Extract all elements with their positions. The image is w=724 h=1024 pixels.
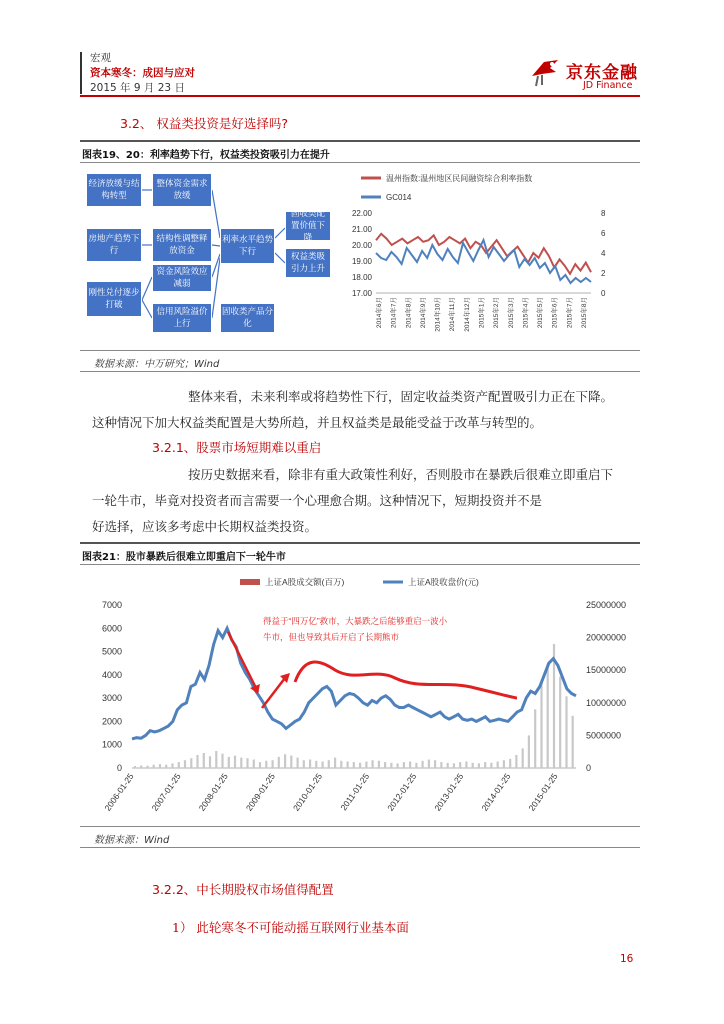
- x-tick-label: 2007-01-25: [149, 771, 183, 813]
- volume-bar: [447, 763, 449, 768]
- y-tick-label: 3000: [101, 693, 122, 704]
- paragraph-line: 按历史数据来看，除非有重大政策性利好，否则股市在暴跌后很难立即重启下: [188, 467, 614, 482]
- volume-bar: [272, 760, 274, 768]
- volume-bar: [165, 765, 167, 768]
- y2-tick-label: 4: [601, 249, 606, 258]
- flow-box: 整体资金需求放缓: [152, 173, 212, 207]
- volume-bar: [278, 757, 280, 768]
- flow-box: 固收类配置价值下降: [285, 211, 331, 241]
- x-tick-label: 2014年6月: [376, 297, 383, 329]
- figure-source: 数据来源：中万研究；Wind: [94, 359, 220, 370]
- stock-chart: [80, 570, 640, 824]
- y2-tick-label: 20000000: [586, 632, 627, 643]
- volume-bar: [303, 760, 305, 768]
- x-tick-label: 2014年12月: [463, 297, 471, 332]
- volume-bar: [353, 762, 355, 768]
- volume-bar: [340, 761, 342, 768]
- y-tick-label: 21.00: [351, 225, 372, 234]
- x-tick-label: 2015-01-25: [526, 771, 560, 813]
- flow-box: 权益类吸引力上升: [285, 248, 331, 278]
- y-tick-label: 5000: [101, 646, 122, 657]
- annotation-curve: [295, 662, 517, 698]
- volume-bar: [434, 760, 436, 768]
- y-tick-label: 4000: [101, 669, 122, 680]
- paragraph-line: 好选择，应该多考虑中长期权益类投资。: [92, 519, 318, 534]
- volume-bar: [309, 760, 311, 769]
- volume-bar: [322, 762, 324, 769]
- flow-box: 房地产趋势下行: [86, 228, 142, 262]
- rate-chart: [336, 166, 640, 346]
- volume-bar: [178, 762, 180, 768]
- x-tick-label: 2015年3月: [507, 297, 515, 329]
- volume-bar: [403, 762, 405, 768]
- volume-bar: [209, 756, 211, 768]
- volume-bar: [265, 761, 267, 768]
- volume-bar: [509, 759, 511, 768]
- paragraph-line: 整体来看，未来利率或将趋势性下行，固定收益类资产配置吸引力正在下降。: [188, 389, 614, 404]
- x-tick-label: 2013-01-25: [432, 771, 466, 813]
- figure-title: 图表21：股市暴跌后很难立即重启下一轮牛市: [82, 552, 286, 563]
- x-tick-label: 2015年1月: [478, 297, 486, 329]
- volume-bar: [484, 762, 486, 768]
- header-category: 宏观: [90, 52, 111, 64]
- x-tick-label: 2006-01-25: [102, 771, 136, 813]
- y2-tick-label: 2: [601, 269, 606, 278]
- y-tick-label: 0: [116, 763, 122, 773]
- volume-bar: [184, 760, 186, 768]
- y-tick-label: 18.00: [351, 273, 372, 282]
- volume-bar: [228, 757, 230, 768]
- volume-bar: [146, 766, 148, 768]
- legend-label: 上证A股成交额(百万): [265, 577, 345, 587]
- volume-bar: [140, 765, 142, 768]
- annotation-arrow: [228, 632, 258, 692]
- y-tick-label: 2000: [101, 716, 122, 727]
- volume-bar: [515, 755, 517, 768]
- volume-bar: [290, 756, 292, 768]
- y2-tick-label: 25000000: [586, 600, 627, 610]
- volume-bar: [440, 762, 442, 768]
- volume-bar: [328, 760, 330, 768]
- page-number: 16: [620, 953, 634, 965]
- flow-diagram: [80, 168, 332, 336]
- volume-bar: [153, 765, 155, 768]
- flow-box: 结构性调整释放资金: [152, 228, 212, 262]
- figure-bottom-rule: [80, 350, 640, 351]
- volume-bar: [522, 748, 524, 768]
- flow-box: 经济放缓与结构转型: [86, 173, 142, 207]
- volume-bar: [171, 763, 173, 768]
- y-tick-label: 20.00: [351, 241, 372, 250]
- logo-text-en: JD Finance: [583, 80, 633, 91]
- annotation-arrow: [262, 678, 285, 708]
- volume-bar: [565, 696, 567, 768]
- price-line: [132, 628, 576, 739]
- figure-source-rule: [80, 371, 640, 372]
- volume-bar: [334, 758, 336, 768]
- y-tick-label: 22.00: [351, 209, 372, 218]
- y-tick-label: 17.00: [351, 289, 372, 298]
- figure-source-rule: [80, 847, 640, 848]
- volume-bar: [297, 758, 299, 768]
- volume-bar: [528, 735, 530, 768]
- flow-box: 固收类产品分化: [220, 303, 275, 333]
- list-item: 1） 此轮寒冬不可能动摇互联网行业基本面: [172, 920, 409, 935]
- volume-bar: [134, 766, 136, 768]
- x-tick-label: 2014年9月: [419, 297, 427, 329]
- volume-bar: [159, 764, 161, 768]
- volume-bar: [503, 760, 505, 768]
- volume-bar: [422, 761, 424, 768]
- x-tick-label: 2010-01-25: [290, 771, 325, 813]
- volume-bar: [559, 677, 561, 768]
- y2-tick-label: 15000000: [586, 665, 627, 676]
- volume-bar: [315, 761, 317, 768]
- x-tick-label: 2009-01-25: [243, 771, 277, 813]
- paragraph-line: 这种情况下加大权益类配置是大势所趋，并且权益类是最能受益于改革与转型的。: [92, 415, 543, 430]
- header-title: 资本寒冬：成因与应对: [90, 67, 195, 79]
- legend-label: GC014: [386, 193, 412, 202]
- x-tick-label: 2015年6月: [551, 297, 559, 329]
- jd-logo-icon: [528, 54, 564, 88]
- volume-bar: [196, 755, 198, 768]
- y-tick-label: 19.00: [351, 257, 372, 266]
- x-tick-label: 2014-01-25: [479, 771, 513, 813]
- x-tick-label: 2015年5月: [537, 297, 545, 329]
- volume-bar: [203, 753, 205, 768]
- volume-bar: [347, 762, 349, 769]
- volume-bar: [459, 762, 461, 768]
- figure-source: 数据来源：Wind: [94, 835, 170, 846]
- logo-text: 京东金融: [566, 63, 638, 83]
- paragraph: [92, 384, 640, 436]
- section-heading: 3.2.1、股票市场短期难以重启: [152, 440, 322, 455]
- flow-box: 刚性兑付逐步打破: [86, 281, 142, 317]
- figure-top-rule: [80, 140, 640, 142]
- x-tick-label: 2015年2月: [493, 297, 501, 329]
- x-tick-label: 2015年4月: [522, 297, 530, 329]
- y-tick-label: 7000: [101, 600, 122, 610]
- section-heading: 3.2、 权益类投资是好选择吗?: [120, 116, 288, 131]
- y-tick-label: 1000: [101, 739, 122, 750]
- paragraph: [92, 462, 640, 540]
- x-tick-label: 2015年7月: [566, 297, 574, 329]
- y2-tick-label: 6: [601, 229, 606, 238]
- figure-title-rule: [80, 564, 640, 565]
- legend-label: 上证A股收盘价(元): [408, 577, 479, 587]
- volume-bar: [465, 762, 467, 769]
- paragraph-line: 一轮牛市，毕竟对投资者而言需要一个心理愈合期。这种情况下，短期投资并不是: [92, 493, 543, 508]
- header-rule: [80, 95, 640, 97]
- section-heading: 3.2.2、中长期股权市场值得配置: [152, 882, 334, 897]
- volume-bar: [572, 716, 574, 768]
- x-tick-label: 2015年8月: [581, 297, 588, 329]
- volume-bar: [259, 762, 261, 768]
- x-tick-label: 2014年11月: [449, 297, 457, 332]
- flow-box: 资金风险效应减弱: [152, 264, 212, 292]
- volume-bar: [359, 763, 361, 768]
- figure-bottom-rule: [80, 826, 640, 827]
- y2-tick-label: 10000000: [586, 697, 627, 708]
- figure-top-rule: [80, 542, 640, 544]
- volume-bar: [378, 761, 380, 768]
- volume-bar: [547, 664, 549, 768]
- legend-label: 温州指数:温州地区民间融资综合利率指数: [386, 174, 533, 183]
- volume-bar: [221, 754, 223, 768]
- x-tick-label: 2012-01-25: [385, 771, 419, 813]
- volume-bar: [190, 758, 192, 768]
- y2-tick-label: 0: [586, 763, 592, 773]
- volume-bar: [478, 763, 480, 768]
- volume-bar: [253, 760, 255, 769]
- volume-bar: [428, 760, 430, 769]
- header-date: 2015 年 9 月 23 日: [90, 82, 185, 94]
- volume-bar: [540, 683, 542, 768]
- volume-bar: [390, 763, 392, 768]
- volume-bar: [384, 762, 386, 768]
- flow-box: 利率水平趋势下行: [220, 228, 275, 264]
- volume-bar: [365, 762, 367, 769]
- volume-bar: [240, 758, 242, 768]
- figure-title: 图表19、20：利率趋势下行，权益类投资吸引力在提升: [82, 150, 330, 161]
- header-bar: [80, 52, 82, 94]
- annotation-text: 得益于“四万亿”救市，大暴跌之后能够重启一波小: [263, 616, 448, 626]
- annotation-text: 牛市，但也导致其后开启了长期熊市: [263, 632, 400, 642]
- x-tick-label: 2014年7月: [390, 297, 398, 329]
- x-tick-label: 2011-01-25: [338, 771, 372, 813]
- y2-tick-label: 8: [601, 209, 606, 218]
- x-tick-label: 2014年8月: [405, 297, 413, 329]
- volume-bar: [497, 762, 499, 769]
- figure-title-rule: [80, 162, 640, 163]
- volume-bar: [472, 763, 474, 768]
- volume-bar: [215, 751, 217, 768]
- volume-bar: [397, 763, 399, 768]
- volume-bar: [246, 758, 248, 768]
- volume-bar: [490, 763, 492, 768]
- volume-bar: [372, 760, 374, 768]
- volume-bar: [284, 754, 286, 768]
- y2-tick-label: 5000000: [586, 730, 622, 741]
- legend-swatch: [240, 579, 260, 585]
- x-tick-label: 2014年10月: [434, 297, 442, 332]
- y2-tick-label: 0: [601, 289, 606, 298]
- volume-bar: [534, 709, 536, 768]
- volume-bar: [453, 763, 455, 768]
- x-tick-label: 2008-01-25: [196, 771, 230, 813]
- volume-bar: [234, 756, 236, 768]
- flow-box: 信用风险溢价上行: [152, 303, 212, 333]
- y-tick-label: 6000: [101, 623, 122, 634]
- volume-bar: [415, 763, 417, 768]
- volume-bar: [409, 762, 411, 769]
